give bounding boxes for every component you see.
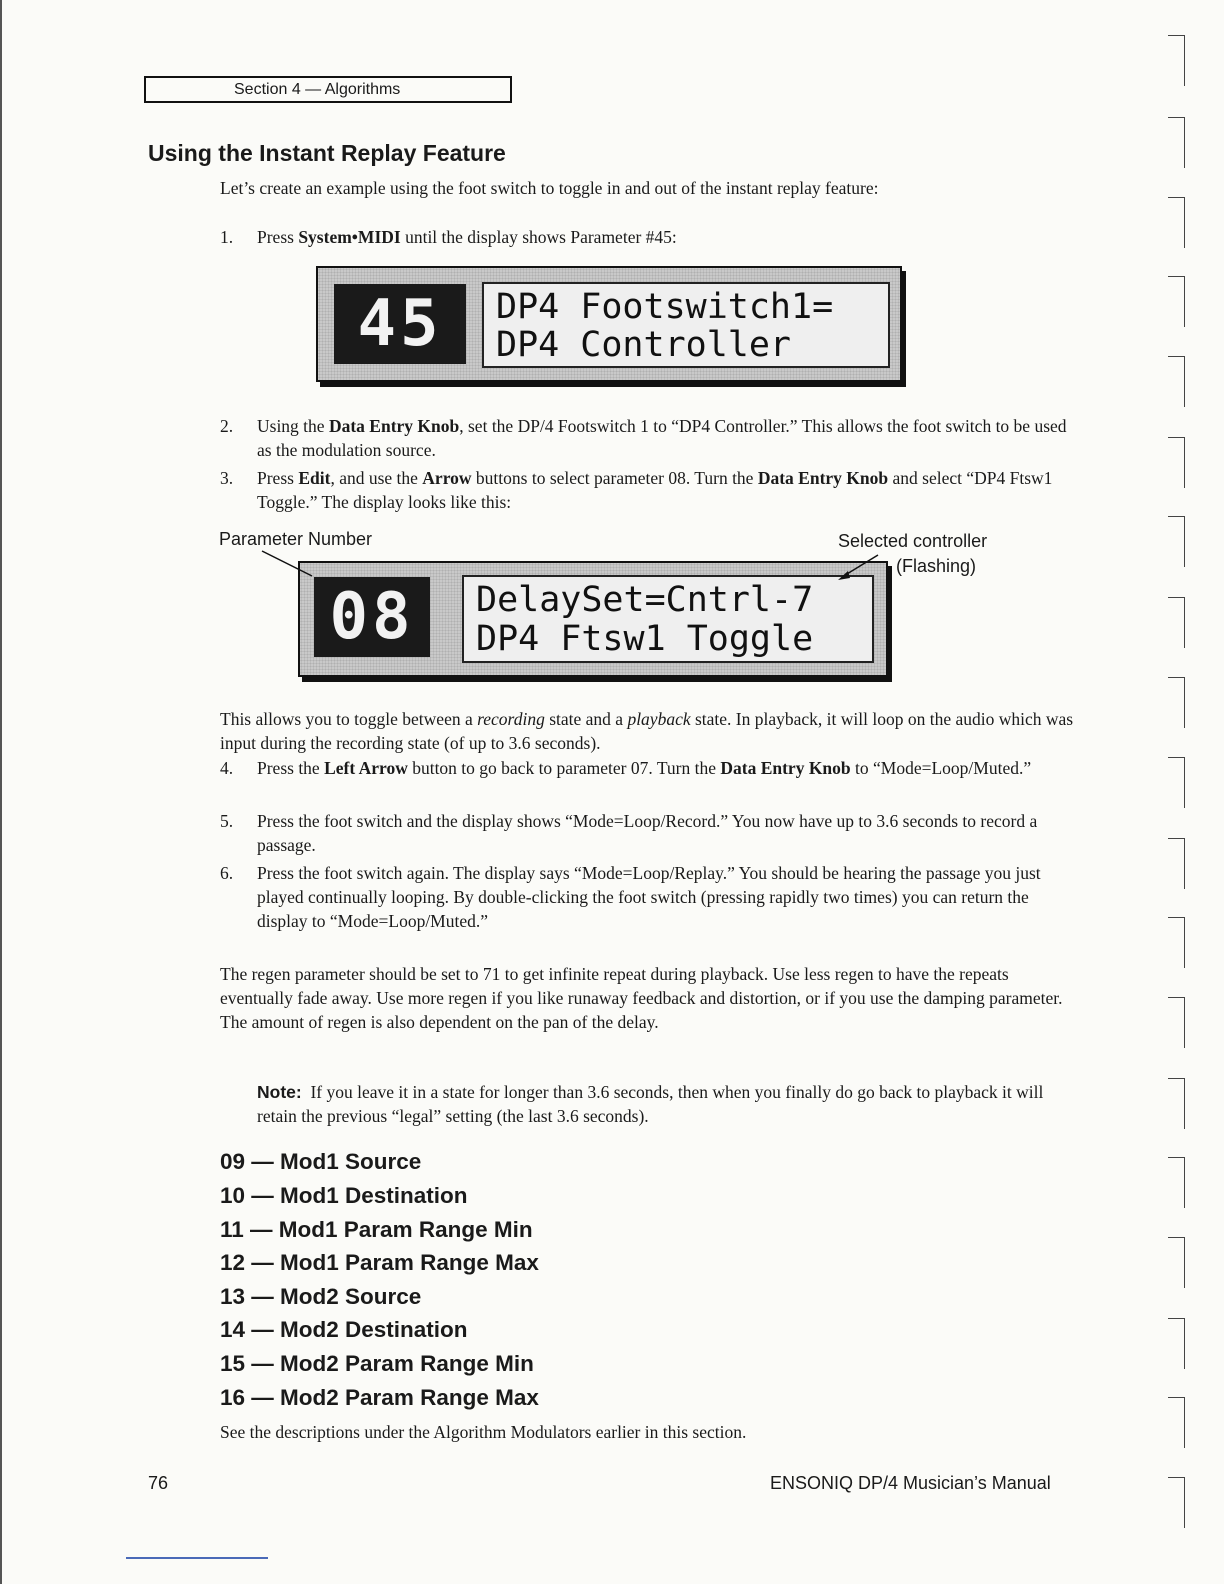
arrowhead	[838, 571, 850, 580]
callout-selected-controller: Selected controller	[838, 531, 988, 551]
note-text: If you leave it in a state for longer than 3.6 seconds, then when you finally do go back to playback it will retain the previous “legal” setting (the last 3.6 seconds).	[257, 1082, 1044, 1126]
step-6	[220, 861, 1080, 933]
step-text: Using the	[257, 416, 329, 436]
parameter-number-readout: 08	[314, 577, 430, 657]
margin-tab-mark	[1168, 1078, 1185, 1129]
step-number: 6.	[220, 863, 234, 883]
callout-flashing: (Flashing)	[896, 556, 977, 576]
step-text: buttons to select parameter 08. Turn the	[471, 468, 758, 488]
margin-tab-mark	[1168, 516, 1185, 567]
paragraph-text: This allows you to toggle between a	[220, 709, 478, 729]
regen-paragraph: The regen parameter should be set to 71 to get infinite repeat during playback. Use less regen to have the repeats eventually fade away. Use more regen if you like runaway feedback and distortion, or if you use the damping parameter. The amount of regen is also dependent on the pan of the delay.	[220, 964, 1063, 1032]
step-4	[220, 756, 1080, 780]
margin-tab-mark	[1168, 1477, 1185, 1528]
step-number: 1.	[220, 227, 234, 247]
margin-tab-mark	[1168, 1318, 1185, 1369]
step-number: 2.	[220, 416, 234, 436]
step-keyword: Data Entry Knob	[720, 758, 851, 778]
param-heading-10: 10 — Mod1 Destination	[220, 1183, 468, 1208]
paragraph-text: state and a	[544, 709, 628, 729]
margin-tab-mark	[1168, 597, 1185, 648]
callout-arrows	[0, 0, 1224, 700]
step-keyword: Arrow	[422, 468, 472, 488]
step-text: Press the	[257, 758, 325, 778]
step-text: until the display shows Parameter #45:	[400, 227, 677, 247]
margin-tab-mark	[1168, 757, 1185, 808]
step-keyword: Data Entry Knob	[328, 416, 460, 436]
margin-tab-mark	[1168, 197, 1185, 248]
margin-tab-mark	[1168, 1397, 1185, 1448]
callout-parameter-number: Parameter Number	[219, 529, 373, 549]
paragraph-emphasis: playback	[627, 709, 691, 729]
parameter-number-readout: 45	[334, 284, 466, 364]
margin-tab-mark	[1168, 437, 1185, 488]
intro-paragraph: Let’s create an example using the foot switch to toggle in and out of the instant replay feature:	[220, 178, 879, 198]
margin-tab-mark	[1168, 276, 1185, 327]
step-text: Press	[257, 227, 299, 247]
manual-title: ENSONIQ DP/4 Musician’s Manual	[770, 1473, 1051, 1493]
step-number: 5.	[220, 811, 234, 831]
step-text: to “Mode=Loop/Muted.”	[850, 758, 1032, 778]
step-number: 3.	[220, 468, 234, 488]
page-number: 76	[148, 1473, 169, 1493]
paragraph-emphasis: recording	[477, 709, 545, 729]
note-block	[257, 1080, 1047, 1128]
lcd-line-2: DP4 Controller	[496, 325, 792, 365]
arrow-to-parameter-number	[262, 551, 312, 576]
step-text: and select “DP4 Ftsw1 Toggle.” The display looks like this:	[257, 468, 1053, 512]
lcd-line-2: DP4 Ftsw1 Toggle	[476, 619, 814, 659]
paragraph-text: state. In playback, it will loop on the audio which was input during the recording state (of up to 3.6 seconds).	[220, 709, 1074, 753]
margin-tab-mark	[1168, 917, 1185, 968]
step-keyword: Edit	[298, 468, 331, 488]
margin-tab-mark	[1168, 997, 1185, 1048]
step-5	[220, 809, 1080, 857]
bottom-edge-mark	[126, 1557, 268, 1559]
page-title: Using the Instant Replay Feature	[148, 140, 506, 166]
margin-tab-mark	[1168, 35, 1185, 86]
param-heading-14: 14 — Mod2 Destination	[220, 1317, 468, 1342]
margin-tab-mark	[1168, 1237, 1185, 1288]
note-label: Note:	[257, 1082, 302, 1102]
step-text: Press	[257, 468, 299, 488]
margin-tab-mark	[1168, 677, 1185, 728]
margin-tab-mark	[1168, 1157, 1185, 1208]
step-text: button to go back to parameter 07. Turn the	[407, 758, 721, 778]
step-keyword: System•MIDI	[298, 227, 401, 247]
section-header: Section 4 — Algorithms	[144, 76, 512, 103]
step-keyword: Data Entry Knob	[757, 468, 889, 488]
param-heading-09: 09 — Mod1 Source	[220, 1149, 422, 1174]
step-number: 4.	[220, 758, 234, 778]
closing-paragraph: See the descriptions under the Algorithm Modulators earlier in this section.	[220, 1422, 747, 1442]
step-text: Press the foot switch again. The display says “Mode=Loop/Replay.” You should be hearing the passage you just played continually looping. By double-clicking the foot switch (pressing rapidly two times) you can return the display to “Mode=Loop/Muted.”	[257, 863, 1041, 931]
toggle-paragraph	[220, 707, 1080, 755]
step-keyword: Left Arrow	[324, 758, 408, 778]
margin-tab-mark	[1168, 838, 1185, 889]
param-heading-11: 11 — Mod1 Param Range Min	[220, 1217, 533, 1242]
param-heading-16: 16 — Mod2 Param Range Max	[220, 1385, 539, 1410]
param-heading-13: 13 — Mod2 Source	[220, 1284, 422, 1309]
step-text: , and use the	[330, 468, 423, 488]
lcd-line-1: DP4 Footswitch1=	[496, 287, 834, 327]
param-heading-15: 15 — Mod2 Param Range Min	[220, 1351, 534, 1376]
lcd-line-1: DelaySet=Cntrl-7	[476, 580, 814, 620]
margin-tab-mark	[1168, 117, 1185, 168]
param-heading-12: 12 — Mod1 Param Range Max	[220, 1250, 539, 1275]
page-edge-line	[0, 0, 2, 1584]
step-text: Press the foot switch and the display shows “Mode=Loop/Record.” You now have up to 3.6 seconds to record a passage.	[257, 811, 1038, 855]
margin-tab-mark	[1168, 356, 1185, 407]
step-text: , set the DP/4 Footswitch 1 to “DP4 Controller.” This allows the foot switch to be used as the modulation source.	[257, 416, 1067, 460]
